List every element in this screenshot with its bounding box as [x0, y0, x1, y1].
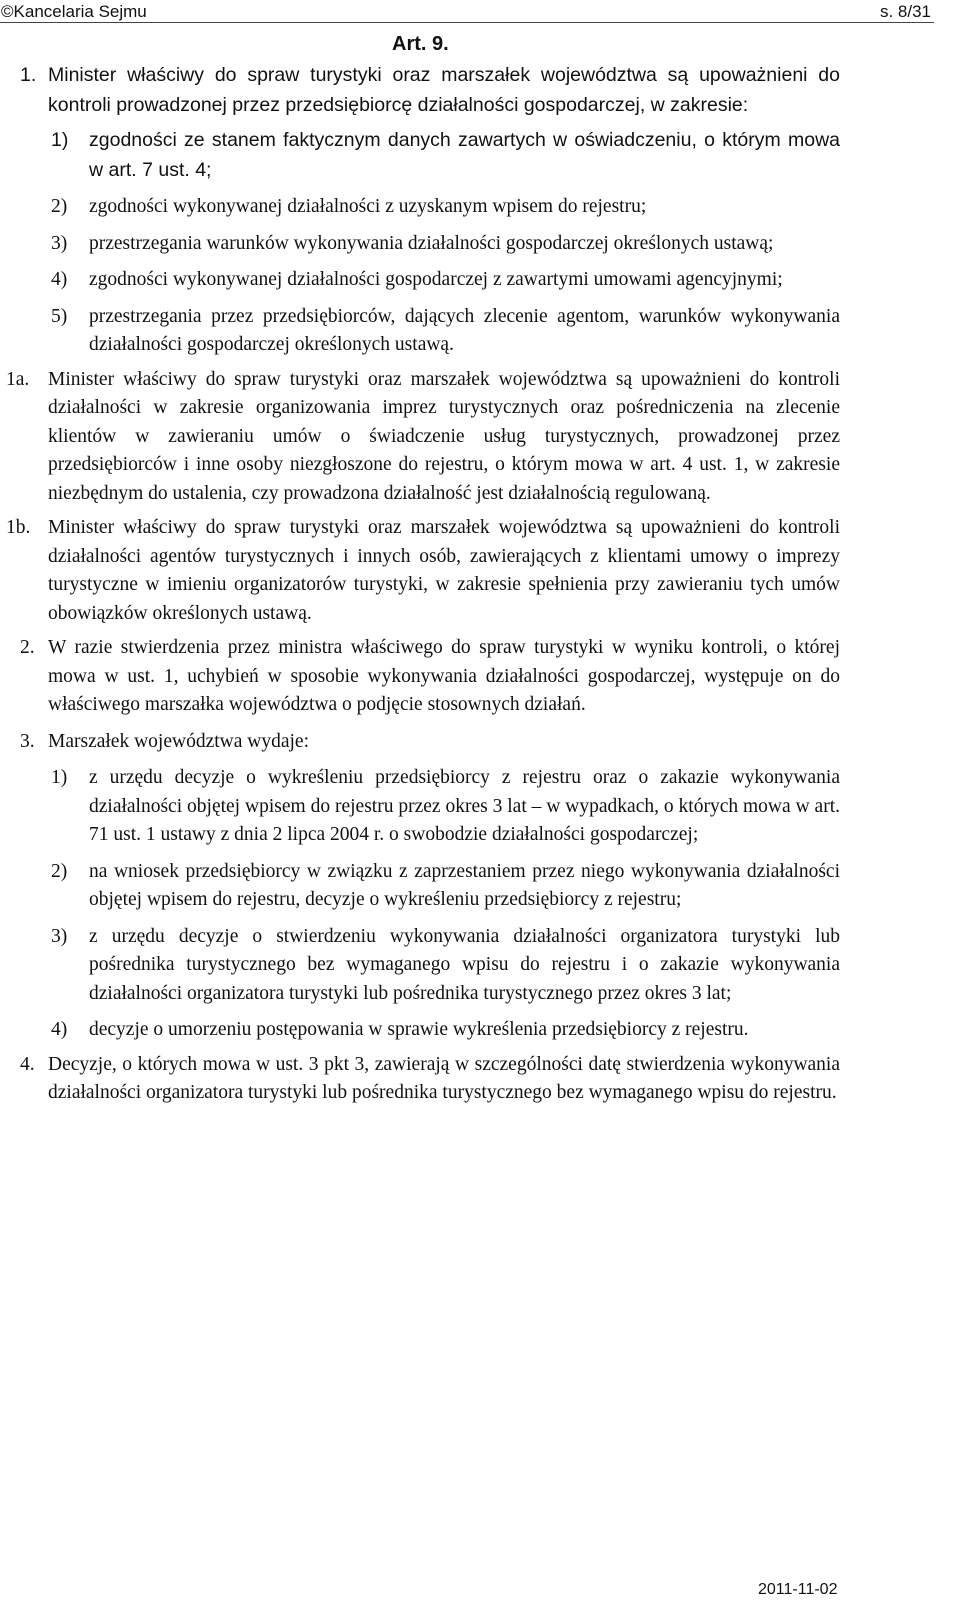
- list-item: [51, 266, 840, 295]
- paragraph-text: Decyzje, o których mowa w ust. 3 pkt 3, zawierają w szczególności datę stwierdzenia wykonywania działalności organizatora turystyki lub pośrednika turystycznego bez wymaganego wpisu do rejestru.: [48, 1053, 840, 1103]
- item-text: na wniosek przedsiębiorcy w związku z zaprzestaniem przez niego wykonywania działalności objętej wpisem do rejestru, decyzje o wykreśleniu przedsiębiorcy z rejestru;: [89, 860, 840, 910]
- page-header: [1, 2, 931, 22]
- header-divider: [0, 22, 934, 23]
- list-item: [51, 126, 840, 185]
- item-text: przestrzegania warunków wykonywania działalności gospodarczej określonych ustawą;: [89, 232, 774, 254]
- paragraph-3: [20, 728, 840, 757]
- list-item: [51, 193, 840, 222]
- paragraph-1: [20, 61, 840, 120]
- item-number: 4): [51, 1019, 68, 1040]
- paragraph-1b: [6, 514, 840, 628]
- paragraph-2: [20, 634, 840, 720]
- item-number: 2): [51, 860, 68, 882]
- paragraph-number: 2.: [20, 637, 35, 658]
- paragraph-text: W razie stwierdzenia przez ministra właściwego do spraw turystyki w wyniku kontroli, o której mowa w ust. 1, uchybień w sposobie wykonywania działalności gospodarczej, występuje on do właściwego marszałka województwa o podjęcie stosownych działań.: [48, 637, 840, 715]
- list-item: [51, 764, 840, 850]
- item-number: 2): [51, 196, 68, 217]
- list-item: [51, 230, 840, 259]
- paragraph-number: 1b.: [6, 517, 31, 538]
- paragraph-number: 1a.: [6, 368, 30, 390]
- list-item: [51, 923, 840, 1009]
- paragraph-number: 4.: [20, 1053, 35, 1075]
- paragraph-text: Marszałek województwa wydaje:: [48, 730, 309, 752]
- list-item: [51, 303, 840, 360]
- paragraph-1a: [6, 366, 840, 509]
- list-item: [51, 1016, 840, 1045]
- footer-date: 2011-11-02: [758, 1581, 838, 1598]
- source-label: ©Kancelaria Sejmu: [1, 2, 147, 21]
- document-body: [0, 61, 960, 1108]
- item-number: 5): [51, 305, 68, 327]
- item-number: 4): [51, 269, 68, 290]
- article-title: Art. 9.: [392, 33, 449, 55]
- item-number: 3): [51, 232, 68, 254]
- item-text: z urzędu decyzje o stwierdzeniu wykonywania działalności organizatora turystyki lub pośrednika turystycznego bez wymaganego wpisu do rejestru i o zakazie wykonywania działalności organizatora turystyki lub pośrednika turystycznego przez okres 3 lat;: [89, 925, 840, 1004]
- item-text: zgodności ze stanem faktycznym danych zawartych w oświadczeniu, o którym mowa w art. 7 ust. 4;: [89, 129, 840, 181]
- paragraph-text: Minister właściwy do spraw turystyki oraz marszałek województwa są upoważnieni do kontroli działalności w zakresie organizowania imprez turystycznych oraz pośredniczenia na zlecenie klientów w zawieraniu umów o świadczenie usług turystycznych, prowadzonej przez przedsiębiorców i inne osoby niezgłoszone do rejestru, o którym mowa w art. 4 ust. 1, w zakresie niezbędnym do ustalenia, czy prowadzona działalność jest działalnością regulowaną.: [48, 368, 840, 504]
- paragraph-text: Minister właściwy do spraw turystyki oraz marszałek województwa są upoważnieni do kontroli działalności agentów turystycznych i innych osób, zawierających z klientami umowy o imprezy turystyczne w imieniu organizatorów turystyki, w zakresie spełnienia przy zawieraniu tych umów obowiązków określonych ustawą.: [48, 517, 840, 624]
- item-number: 1): [51, 767, 68, 788]
- item-number: 1): [51, 129, 69, 151]
- paragraph-number: 3.: [20, 730, 35, 752]
- item-text: decyzje o umorzeniu postępowania w sprawie wykreślenia przedsiębiorcy z rejestru.: [89, 1019, 749, 1040]
- page-number: s. 8/31: [879, 2, 931, 21]
- paragraph-number: 1.: [20, 64, 37, 86]
- item-text: zgodności wykonywanej działalności gospodarczej z zawartymi umowami agencyjnymi;: [89, 269, 783, 290]
- item-text: przestrzegania przez przedsiębiorców, dających zlecenie agentom, warunków wykonywania działalności gospodarczej określonych ustawą.: [89, 305, 840, 355]
- item-text: z urzędu decyzje o wykreśleniu przedsiębiorcy z rejestru oraz o zakazie wykonywania działalności objętej wpisem do rejestru przez okres 3 lat – w wypadkach, o których mowa w art. 71 ust. 1 ustawy z dnia 2 lipca 2004 r. o swobodzie działalności gospodarczej;: [89, 767, 840, 845]
- paragraph-text: Minister właściwy do spraw turystyki oraz marszałek województwa są upoważnieni do kontroli prowadzonej przez przedsiębiorcę działalności gospodarczej, w zakresie:: [48, 64, 840, 116]
- item-text: zgodności wykonywanej działalności z uzyskanym wpisem do rejestru;: [89, 196, 647, 217]
- list-item: [51, 858, 840, 915]
- item-number: 3): [51, 925, 68, 947]
- paragraph-4: [20, 1051, 840, 1108]
